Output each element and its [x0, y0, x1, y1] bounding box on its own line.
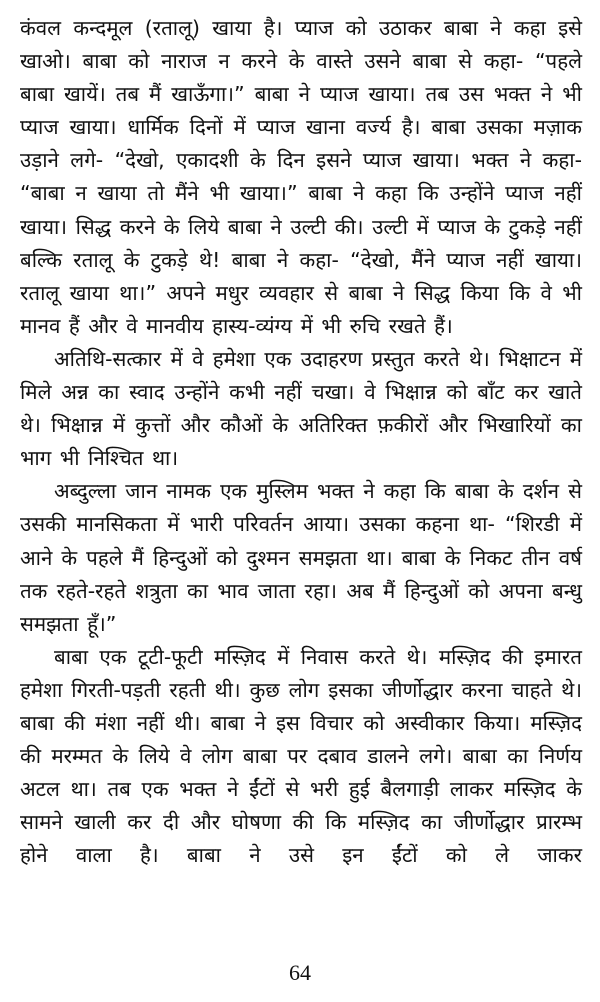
paragraph-abdulla-jan: अब्दुल्ला जान नामक एक मुस्लिम भक्त ने कहा कि बाबा के दर्शन से उसकी मानसिकता में भारी परिवर्तन आया। उसका कहना था- “शिरडी में आने के पहले मैं हिन्दुओं को दुश्मन समझता था। बाबा के निकट तीन वर्ष तक रहते-रहते शत्रुता का भाव जाता रहा। अब मैं हिन्दुओं को अपना बन्धु समझता हूँ।”: [20, 479, 582, 636]
paragraph-mosque: बाबा एक टूटी-फूटी मस्ज़िद में निवास करते थे। मस्ज़िद की इमारत हमेशा गिरती-पड़ती रहती थी। कुछ लोग इसका जीर्णोद्धार करना चाहते थे। बाबा की मंशा नहीं थी। बाबा ने इस विचार को अस्वीकार किया। मस्ज़िद की मरम्मत के लिये वे लोग बाबा पर दबाव डालने लगे। बाबा का निर्णय अटल था। तब एक भक्त ने ईंटों से भरी हुई बैलगाड़ी लाकर मस्ज़िद के सामने खाली कर दी और घोषणा की कि मस्ज़िद का जीर्णोद्धार प्रारम्भ होने वाला है। बाबा ने उसे इन ईंटों को ले जाकर: [20, 644, 582, 868]
page-number: 64: [289, 960, 311, 985]
paragraph-onion-story: कंवल कन्दमूल (रतालू) खाया है। प्याज को उठाकर बाबा ने कहा इसे खाओ। बाबा को नाराज न करने के वास्ते उसने बाबा से कहा- “पहले बाबा खायें। तब मैं खाऊँगा।” बाबा ने प्याज खाया। तब उस भक्त ने भी प्याज खाया। धार्मिक दिनों में प्याज खाना वर्ज्य है। बाबा उसका मज़ाक उड़ाने लगे- “देखो, एकादशी के दिन इसने प्याज खाया। भक्त ने कहा- “बाबा न खाया तो मैंने भी खाया।” बाबा ने कहा कि उन्होंने प्याज नहीं खाया। सिद्ध करने के लिये बाबा ने उल्टी की। उल्टी में प्याज के टुकड़े नहीं बल्कि रतालू के टुकड़े थे! बाबा ने कहा- “देखो, मैंने प्याज नहीं खाया। रतालू खाया था।” अपने मधुर व्यवहार से बाबा ने सिद्ध किया कि वे भी मानव हैं और वे मानवीय हास्य-व्यंग्य में भी रुचि रखते हैं।: [20, 16, 582, 338]
paragraph-hospitality: अतिथि-सत्कार में वे हमेशा एक उदाहरण प्रस्तुत करते थे। भिक्षाटन में मिले अन्न का स्वाद उन्होंने कभी नहीं चखा। वे भिक्षान्न को बाँट कर खाते थे। भिक्षान्न में कुत्तों और कौओं के अतिरिक्त फ़कीरों और भिखारियों का भाग भी निश्चित था।: [20, 346, 582, 471]
